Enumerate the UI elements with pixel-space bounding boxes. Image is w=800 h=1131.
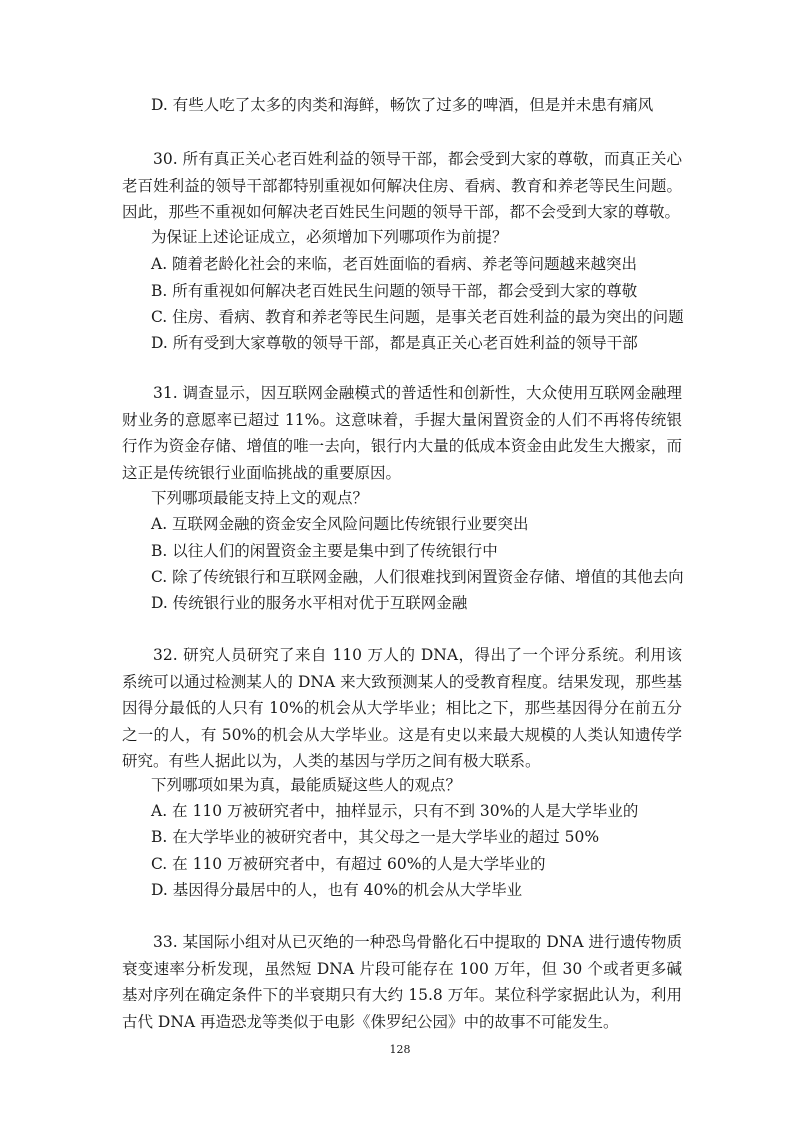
question-32-stem: 32. 研究人员研究了来自 110 万人的 DNA，得出了一个评分系统。利用该系统可以通过检测某人的 DNA 来大致预测某人的受教育程度。结果发现，那些基因得分最低的人只有 10%的机会从大学毕业；相比之下，那些基因得分在前五分之一的人，有 50%的机会从大学毕业。这是有史以来最大规模的人类认知遗传学研究。有些人据此以为，人类的基因与学历之间有极大联系。 xyxy=(122,646,682,771)
question-33-stem: 33. 某国际小组对从已灭绝的一种恐鸟骨骼化石中提取的 DNA 进行遗传物质衰变速率分析发现，虽然短 DNA 片段可能存在 100 万年，但 30 个或者更多碱基对序列在确定条件下的半衰期只有大约 15.8 万年。某位科学家据此认为，利用古代 DNA 再造恐龙等类似于电影《侏罗纪公园》中的故事不可能发生。 xyxy=(122,933,682,1031)
question-30-stem: 30. 所有真正关心老百姓利益的领导干部，都会受到大家的尊敬，而真正关心老百姓利益的领导干部都特别重视如何解决住房、看病、教育和养老等民生问题。因此，那些不重视如何解决老百姓民生问题的领导干部，都不会受到大家的尊敬。 xyxy=(122,150,682,222)
question-30-option-a: A. 随着老龄化社会的来临，老百姓面临的看病、养老等问题越来越突出 xyxy=(151,255,638,273)
question-31-option-b: B. 以往人们的闲置资金主要是集中到了传统银行中 xyxy=(151,542,498,560)
page-number: 128 xyxy=(389,1043,411,1056)
question-31-option-d: D. 传统银行业的服务水平相对优于互联网金融 xyxy=(151,594,468,612)
question-32-option-c: C. 在 110 万被研究者中，有超过 60%的人是大学毕业的 xyxy=(151,855,546,873)
question-30-prompt: 为保证上述论证成立，必须增加下列哪项作为前提？ xyxy=(151,228,508,246)
question-30-option-d: D. 所有受到大家尊敬的领导干部，都是真正关心老百姓利益的领导干部 xyxy=(151,334,638,352)
previous-question-option-d: D. 有些人吃了太多的肉类和海鲜，畅饮了过多的啤酒，但是并未患有痛风 xyxy=(151,96,654,114)
question-31-option-a: A. 互联网金融的资金安全风险问题比传统银行业要突出 xyxy=(151,515,529,533)
question-32-prompt: 下列哪项如果为真，最能质疑这些人的观点？ xyxy=(151,776,462,794)
question-31-option-c: C. 除了传统银行和互联网金融，人们很难找到闲置资金存储、增值的其他去向 xyxy=(151,568,684,586)
question-30-option-b: B. 所有重视如何解决老百姓民生问题的领导干部，都会受到大家的尊敬 xyxy=(151,282,638,300)
question-32-option-a: A. 在 110 万被研究者中，抽样显示，只有不到 30%的人是大学毕业的 xyxy=(151,802,639,820)
question-31-prompt: 下列哪项最能支持上文的观点？ xyxy=(151,489,369,507)
question-30-option-c: C. 住房、看病、教育和养老等民生问题，是事关老百姓利益的最为突出的问题 xyxy=(151,308,684,326)
question-32-option-b: B. 在大学毕业的被研究者中，其父母之一是大学毕业的超过 50% xyxy=(151,828,600,846)
question-32-option-d: D. 基因得分最居中的人，也有 40%的机会从大学毕业 xyxy=(151,881,523,899)
question-31-stem: 31. 调查显示，因互联网金融模式的普适性和创新性，大众使用互联网金融理财业务的意愿率已超过 11%。这意味着，手握大量闲置资金的人们不再将传统银行作为资金存储、增值的唯一去向，银行内大量的低成本资金由此发生大搬家，而这正是传统银行业面临挑战的重要原因。 xyxy=(122,384,682,482)
